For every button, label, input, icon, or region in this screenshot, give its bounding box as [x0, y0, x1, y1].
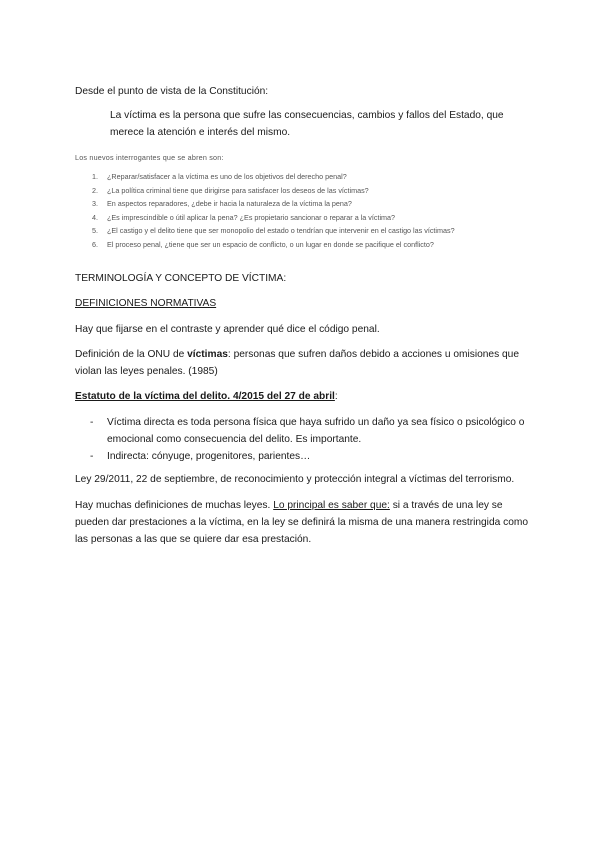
definitions-underline: Lo principal es saber que:: [273, 500, 390, 511]
list-number: 5.: [92, 226, 98, 235]
victim-types-list: [75, 414, 535, 465]
statute-colon: :: [334, 391, 338, 402]
intro-quote: La víctima es la persona que sufre las consecuencias, cambios y fallos del Estado, que merece la atención e interés del mismo.: [110, 110, 504, 138]
statute-title: Estatuto de la víctima del delito. 4/2015 del 27 de abril: [75, 391, 335, 402]
list-text: En aspectos reparadores, ¿debe ir hacia la naturaleza de la víctima la pena?: [107, 199, 352, 208]
list-dash: -: [90, 451, 94, 462]
list-text: ¿El castigo y el delito tiene que ser monopolio del estado o tendrían que intervenir en el castigo las víctimas?: [107, 226, 455, 235]
onu-rest: : personas que sufren daños debido a acciones u omisiones que violan las leyes penales. (1985): [75, 349, 520, 377]
list-text: ¿Reparar/satisfacer a la víctima es uno de los objetivos del derecho penal?: [107, 172, 347, 181]
list-text: Víctima directa es toda persona física que haya sufrido un daño ya sea físico o psicológico o emocional como consecuencia del delito. Es importante.: [107, 417, 525, 445]
list-text: ¿La política criminal tiene que dirigirse para satisfacer los deseos de las víctimas?: [107, 185, 369, 195]
list-item: [75, 414, 535, 448]
list-text: ¿Es imprescindible o útil aplicar la pena? ¿Es propietario sancionar o reparar a la víctima?: [107, 212, 396, 222]
list-number: 4.: [92, 212, 98, 222]
list-item: [75, 224, 455, 238]
statute-heading: [75, 389, 338, 405]
section-subtitle: DEFINICIONES NORMATIVAS: [75, 298, 217, 309]
paragraph-onu: [75, 346, 535, 380]
list-number: 6.: [92, 239, 98, 249]
questions-list: [75, 170, 455, 251]
paragraph-definitions: [75, 497, 535, 548]
definitions-lead: Hay muchas definiciones de muchas leyes.: [75, 500, 274, 511]
paragraph-code: Hay que fijarse en el contraste y aprender qué dice el código penal.: [75, 324, 380, 335]
list-dash: -: [90, 417, 94, 428]
onu-bold: víctimas: [187, 349, 228, 360]
definitions-rest: si a través de una ley se pueden dar prestaciones a la víctima, en la ley se definirá la misma de una manera restringida como las personas a las que se quiere dar esa prestación.: [75, 500, 529, 545]
list-item: [75, 211, 455, 225]
list-item: [75, 448, 535, 465]
section-title: TERMINOLOGÍA Y CONCEPTO DE VÍCTIMA:: [75, 273, 287, 284]
list-number: 1.: [92, 172, 98, 181]
onu-lead: Definición de la ONU de: [75, 349, 188, 360]
intro-heading: Desde el punto de vista de la Constitución:: [75, 86, 269, 97]
list-item: [75, 238, 455, 252]
list-item: [75, 197, 455, 211]
list-number: 2.: [92, 185, 98, 195]
list-item: [75, 170, 455, 184]
list-number: 3.: [92, 199, 98, 208]
questions-heading: Los nuevos interrogantes que se abren son:: [75, 153, 224, 162]
paragraph-law: Ley 29/2011, 22 de septiembre, de reconocimiento y protección integral a víctimas del terrorismo.: [75, 474, 515, 485]
list-text: Indirecta: cónyuge, progenitores, parientes…: [107, 451, 311, 462]
list-text: El proceso penal, ¿tiene que ser un espacio de conflicto, o un lugar en donde se pacifique el conflicto?: [107, 239, 434, 249]
list-item: [75, 184, 455, 198]
